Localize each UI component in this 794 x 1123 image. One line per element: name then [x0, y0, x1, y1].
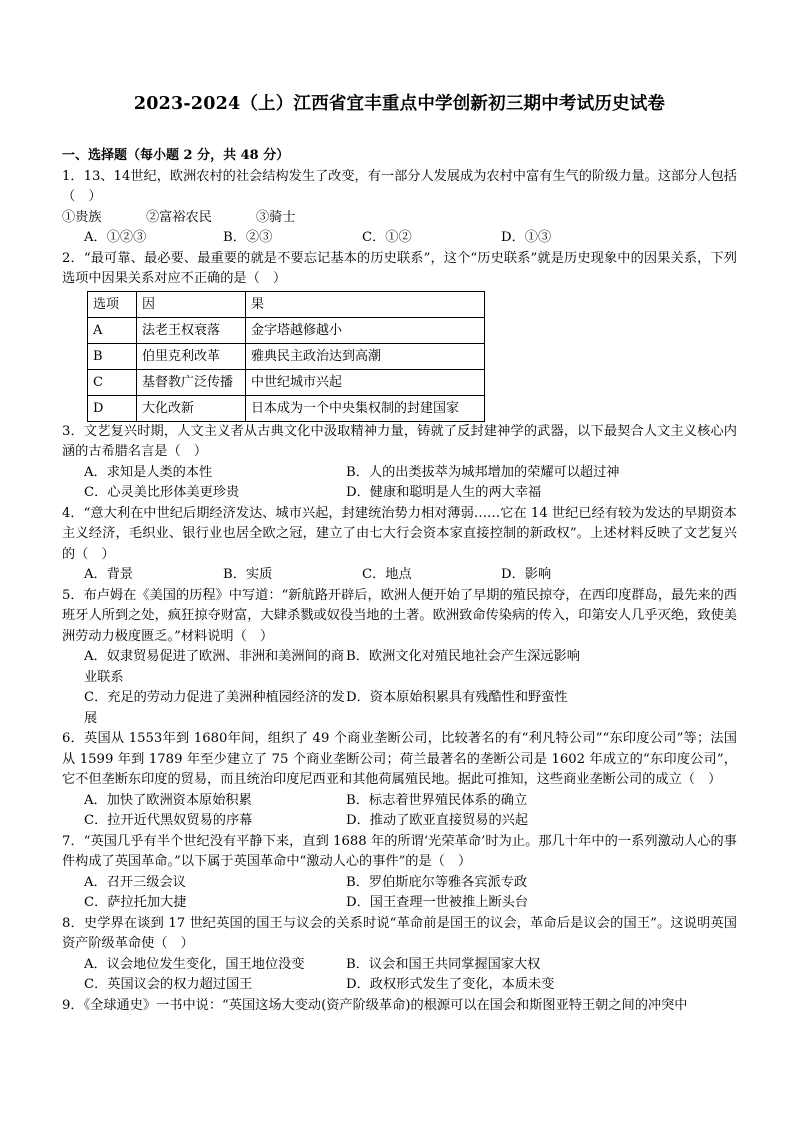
- table-header: 果: [246, 291, 485, 317]
- option-c[interactable]: C．充足的劳动力促进了美洲种植园经济的发展: [84, 690, 345, 726]
- table-cell: C: [88, 369, 137, 395]
- table-cell: 基督教广泛传播: [137, 369, 246, 395]
- option-a[interactable]: A．召开三级会议: [84, 874, 186, 890]
- exam-title: 2023-2024（上）江西省宜丰重点中学创新初三期中考试历史试卷: [133, 94, 666, 114]
- table-cell: 中世纪城市兴起: [246, 369, 485, 395]
- option-d[interactable]: D．①③: [501, 230, 552, 245]
- question-3-stem: 3．文艺复兴时期，人文主义者从古典文化中汲取精神力量，铸就了反封建神学的武器，以下最契合人文主义核心内涵的古希腊名言是（ ）: [62, 423, 737, 459]
- table-header: 因: [137, 291, 246, 317]
- option-c[interactable]: C．拉开近代黑奴贸易的序幕: [84, 813, 253, 828]
- table-cell: 雅典民主政治达到高潮: [246, 343, 485, 369]
- option-b[interactable]: B．议会和国王共同掌握国家大权: [346, 956, 541, 972]
- question-6-stem: 6．英国从 1553年到 1680年间，组织了 49 个商业垄断公司，比较著名的有“利凡特公司”“东印度公司”等；法国从 1599 年到 1789 年至少建立了 75 个商业垄断公司；荷兰最著名的垄断公司是 1602 年成立的“东印度公司”，它不但垄断东印度的贸易，而且统治印度尼西亚和其他荷属殖民地。据此可推知，这些商业垄断公司的成立（ ）: [62, 731, 737, 787]
- option-b[interactable]: B．人的出类拔萃为城邦增加的荣耀可以超过神: [346, 464, 620, 480]
- option-a[interactable]: A．奴隶贸易促进了欧洲、非洲和美洲间的商业联系: [84, 649, 345, 685]
- option-d[interactable]: D．影响: [501, 567, 552, 582]
- option-a[interactable]: A．背景: [84, 567, 134, 582]
- option-b[interactable]: B．实质: [223, 567, 273, 582]
- table-row: [88, 395, 485, 421]
- table-cell: 大化改新: [137, 395, 246, 421]
- option-d[interactable]: D．推动了欧亚直接贸易的兴起: [346, 813, 529, 828]
- option-c[interactable]: C．①②: [362, 230, 412, 245]
- question-6-options: [84, 791, 737, 832]
- option-d[interactable]: D．国王查理一世被推上断头台: [346, 895, 529, 910]
- table-header-row: [88, 291, 485, 317]
- question-1-options: [84, 228, 737, 249]
- table-row: [88, 317, 485, 343]
- statement: ②富裕农民: [146, 209, 212, 225]
- question-2-stem: 2．“最可靠、最必要、最重要的就是不要忘记基本的历史联系”，这个“历史联系”就是历史现象中的因果关系，下列选项中因果关系对应不正确的是（ ）: [62, 250, 737, 286]
- question-3-options: [84, 463, 737, 504]
- question-4-options: [84, 565, 737, 586]
- question-9-stem: 9．《全球通史》一书中说：“英国这场大变动(资产阶级革命)的根源可以在国会和斯图亚特王朝之间的冲突中: [62, 997, 688, 1013]
- section-heading: 一、选择题（每小题 2 分，共 48 分）: [62, 148, 290, 163]
- option-a[interactable]: A．①②③: [84, 230, 147, 245]
- statement: ①贵族: [62, 209, 102, 225]
- option-d[interactable]: D．资本原始积累具有残酷性和野蛮性: [346, 690, 568, 705]
- question-4-stem: 4．“意大利在中世纪后期经济发达、城市兴起，封建统治势力相对薄弱……它在 14 世纪已经有较为发达的早期资本主义经济，毛织业、银行业也居全欧之冠，建立了由七大行会资本家直接控制的新政权”。上述材料反映了文艺复兴的（ ）: [62, 505, 737, 562]
- question-1-stem: 1．13、14世纪，欧洲农村的社会结构发生了改变，有一部分人发展成为农村中富有生气的阶级力量。这部分人包括（ ）: [62, 168, 737, 204]
- table-cell: A: [88, 317, 137, 343]
- option-d[interactable]: D．健康和聪明是人生的两大幸福: [346, 485, 542, 500]
- question-7-options: [84, 873, 737, 914]
- table-cell: 法老王权衰落: [137, 317, 246, 343]
- option-c[interactable]: C．地点: [362, 567, 412, 582]
- table-cell: 伯里克利改革: [137, 343, 246, 369]
- table-header: 选项: [88, 291, 137, 317]
- option-b[interactable]: B．标志着世界殖民体系的确立: [346, 792, 528, 808]
- option-b[interactable]: B．罗伯斯庇尔等雅各宾派专政: [346, 874, 528, 890]
- question-5-options: [84, 647, 737, 729]
- question-7-stem: 7．“英国几乎有半个世纪没有平静下来，直到 1688 年的所谓‘光荣革命’时为止。那几十年中的一系列激动人心的事件构成了英国革命。”以下属于英国革命中“激动人心的事件”的是（ ）: [62, 833, 737, 869]
- option-c[interactable]: C．萨拉托加大捷: [84, 895, 187, 910]
- option-a[interactable]: A．加快了欧洲资本原始积累: [84, 792, 252, 808]
- option-c[interactable]: C．心灵美比形体美更珍贵: [84, 485, 240, 500]
- option-d[interactable]: D．政权形式发生了变化，本质未变: [346, 977, 555, 992]
- table-cell: 金字塔越修越小: [246, 317, 485, 343]
- exam-page: [62, 92, 737, 1016]
- cause-effect-table: [87, 291, 485, 422]
- option-c[interactable]: C．英国议会的权力超过国王: [84, 977, 253, 992]
- table-cell: D: [88, 395, 137, 421]
- option-a[interactable]: A．求知是人类的本性: [84, 464, 213, 480]
- question-8-options: [84, 955, 737, 996]
- option-b[interactable]: B．②③: [223, 230, 273, 245]
- question-5-stem: 5．布卢姆在《美国的历程》中写道：“新航路开辟后，欧洲人便开始了早期的殖民掠夺，在西印度群岛，最先来的西班牙人所到之处，疯狂掠夺财富，大肆杀戮或奴役当地的土著。欧洲致命传染病的传入，印第安人几乎灭绝，致使美洲劳动力极度匮乏。”材料说明（ ）: [62, 587, 737, 644]
- table-row: [88, 343, 485, 369]
- question-8-stem: 8．史学界在谈到 17 世纪英国的国王与议会的关系时说“革命前是国王的议会，革命后是议会的国王”。这说明英国资产阶级革命使（ ）: [62, 915, 737, 951]
- table-row: [88, 369, 485, 395]
- table-cell: B: [88, 343, 137, 369]
- question-1-statements: [62, 208, 737, 229]
- statement: ③骑士: [256, 209, 296, 225]
- option-a[interactable]: A．议会地位发生变化，国王地位没变: [84, 956, 305, 972]
- table-cell: 日本成为一个中央集权制的封建国家: [246, 395, 485, 421]
- option-b[interactable]: B．欧洲文化对殖民地社会产生深远影响: [346, 649, 580, 664]
